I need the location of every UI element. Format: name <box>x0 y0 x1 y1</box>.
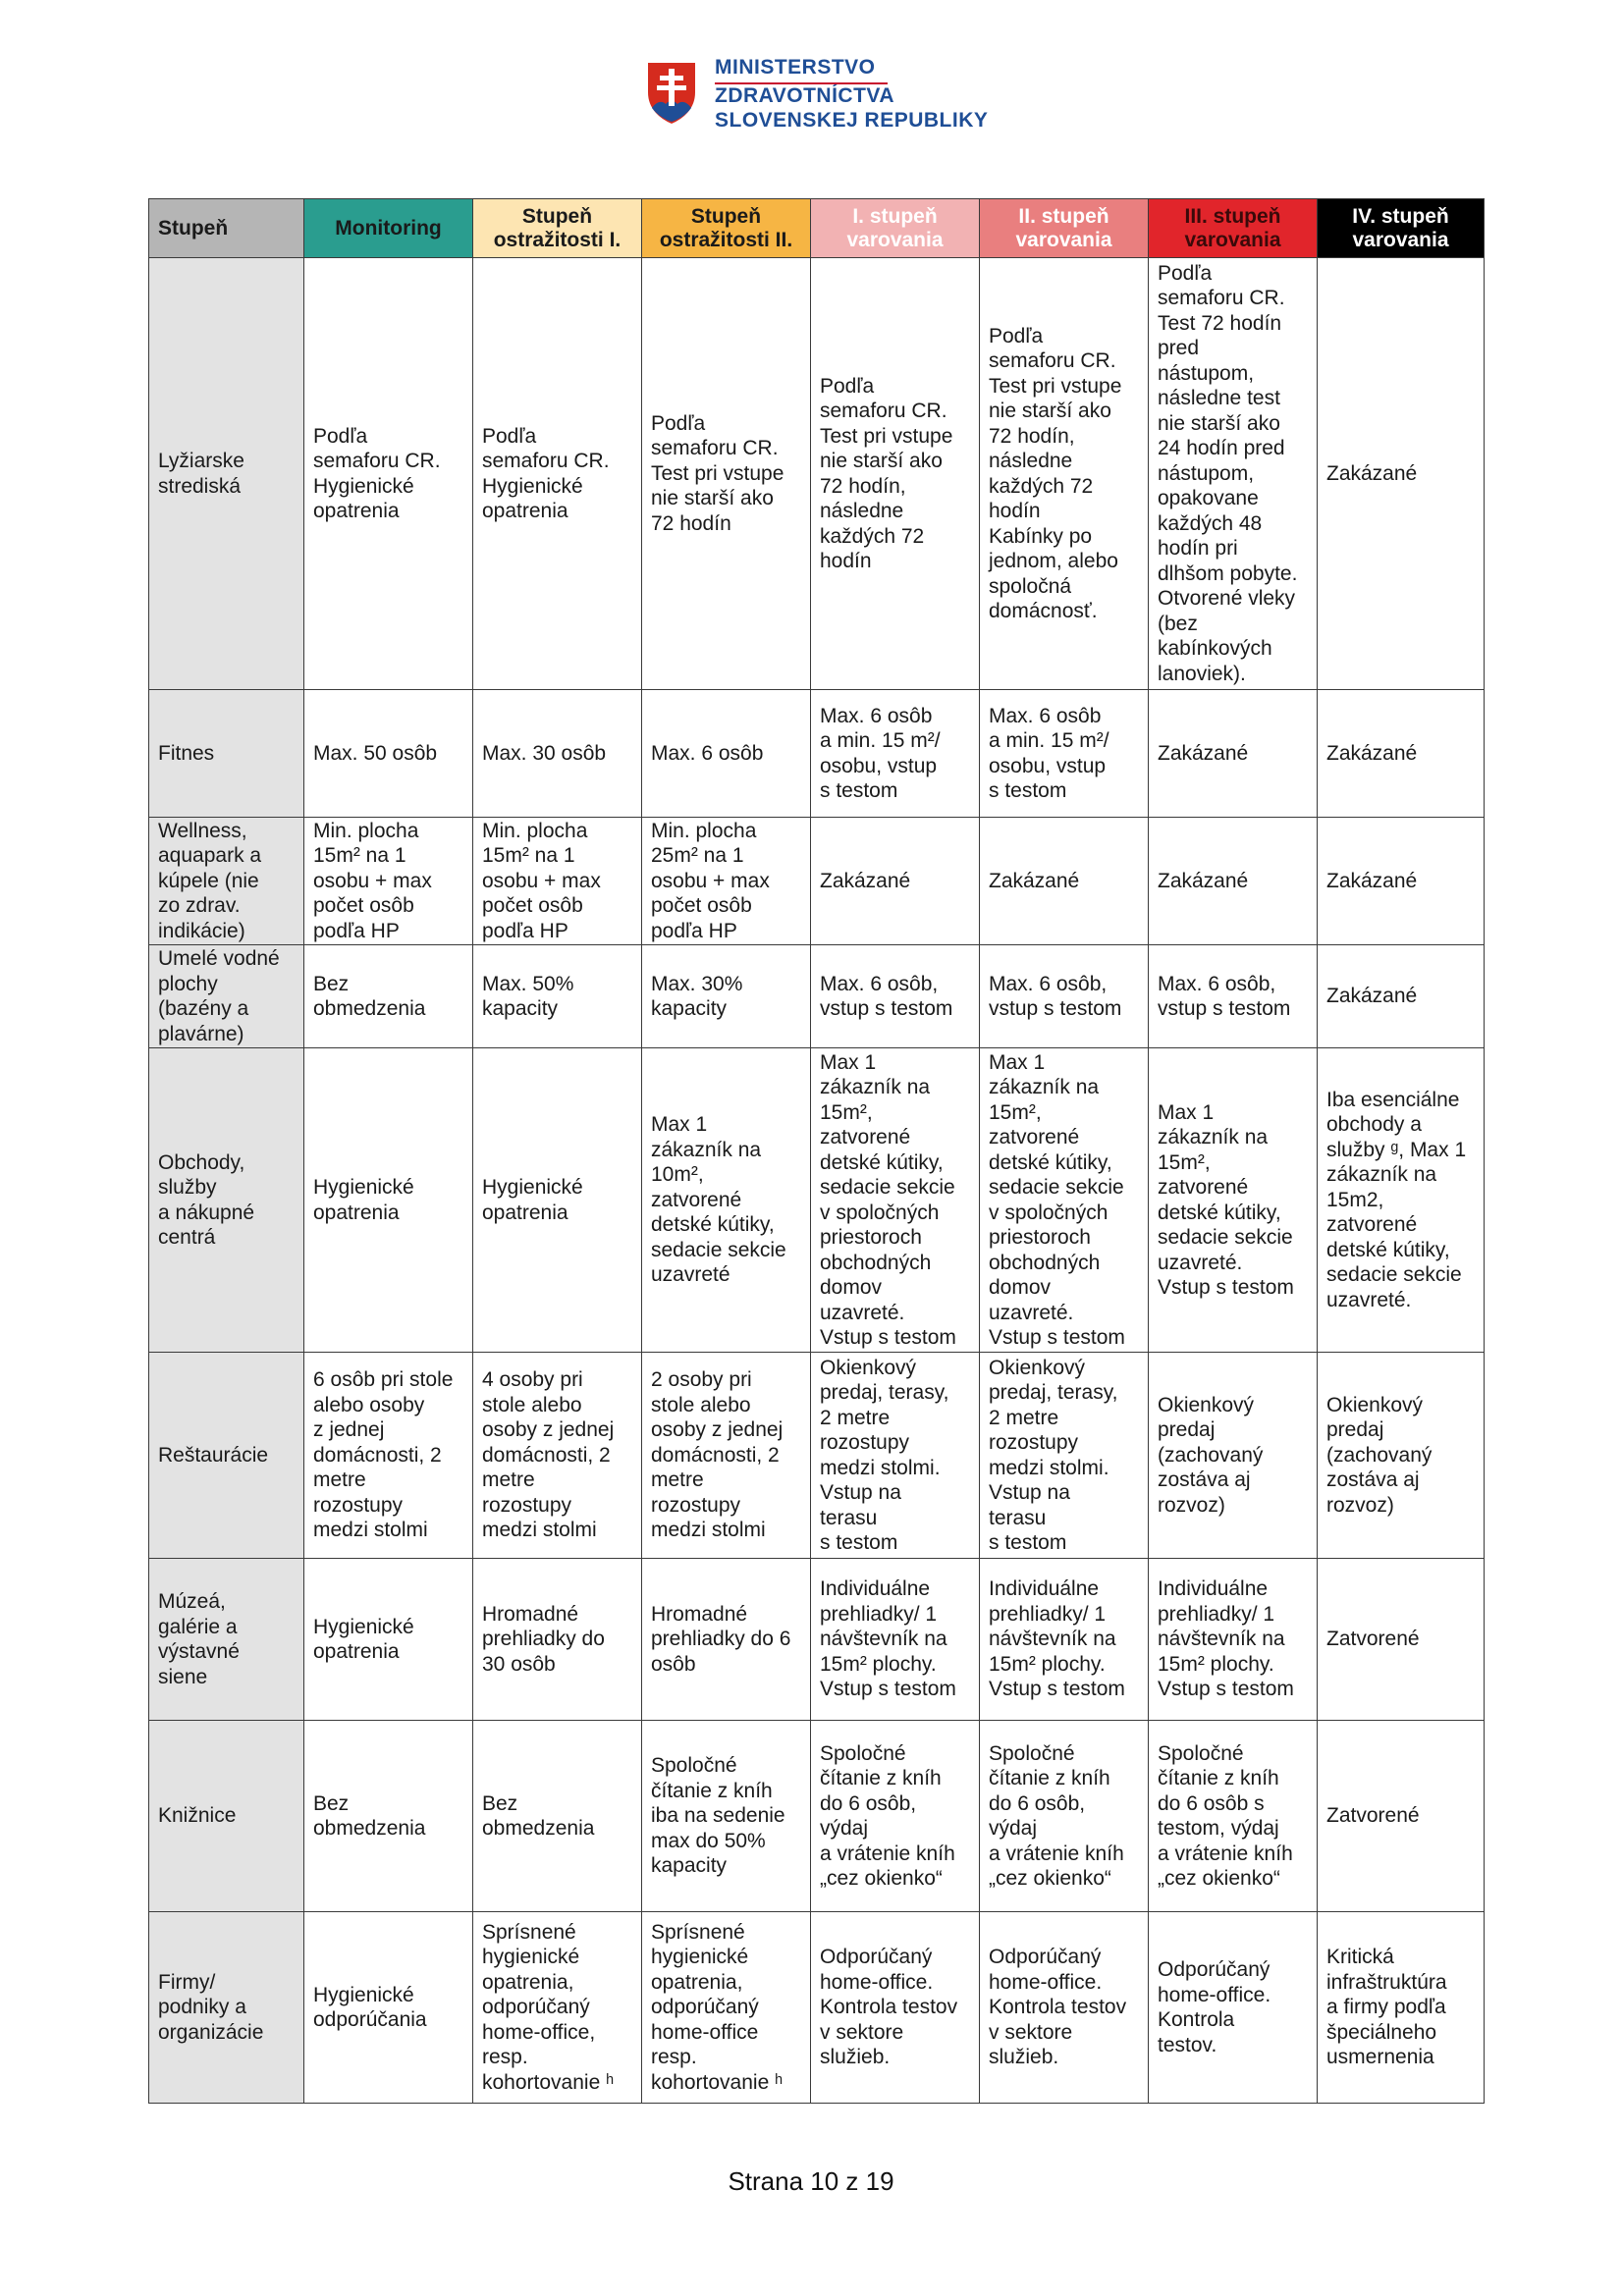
row-label: Lyžiarske strediská <box>149 258 304 690</box>
table-cell: Podľa semaforu CR. Hygienické opatrenia <box>473 258 642 690</box>
table-cell: Zakázané <box>1318 258 1485 690</box>
table-cell: 4 osoby pri stole alebo osoby z jednej domácnosti, 2 metre rozostupy medzi stolmi <box>473 1353 642 1559</box>
row-label: Fitnes <box>149 690 304 818</box>
table-cell: Max. 6 osôb, vstup s testom <box>980 945 1149 1048</box>
table-cell: Max. 6 osôb, vstup s testom <box>811 945 980 1048</box>
row-label: Reštaurácie <box>149 1353 304 1559</box>
logo-line-2: ZDRAVOTNÍCTVA <box>715 84 895 107</box>
table-cell: Spoločné čítanie z kníh do 6 osôb s testom, výdaj a vrátenie kníh „cez okienko“ <box>1149 1721 1318 1912</box>
table-cell: Podľa semaforu CR. Test pri vstupe nie starší ako 72 hodín, následne každých 72 hodín <box>811 258 980 690</box>
table-cell: Max. 6 osôb a min. 15 m²/ osobu, vstup s testom <box>980 690 1149 818</box>
table-cell: Max 1 zákazník na 10m², zatvorené detské kútiky, sedacie sekcie uzavreté <box>642 1048 811 1353</box>
table-cell: Min. plocha 15m² na 1 osobu + max počet osôb podľa HP <box>304 818 473 945</box>
logo-line-1: MINISTERSTVO <box>715 56 876 79</box>
table-row <box>149 945 1485 1048</box>
table-cell: Spoločné čítanie z kníh do 6 osôb, výdaj a vrátenie kníh „cez okienko“ <box>980 1721 1149 1912</box>
table-cell: 2 osoby pri stole alebo osoby z jednej domácnosti, 2 metre rozostupy medzi stolmi <box>642 1353 811 1559</box>
table-cell: 6 osôb pri stole alebo osoby z jednej domácnosti, 2 metre rozostupy medzi stolmi <box>304 1353 473 1559</box>
table-cell: Spoločné čítanie z kníh do 6 osôb, výdaj a vrátenie kníh „cez okienko“ <box>811 1721 980 1912</box>
header-varovanie-3: III. stupeň varovania <box>1149 199 1318 258</box>
logo-line-3: SLOVENSKEJ REPUBLIKY <box>715 109 989 132</box>
table-cell: Zakázané <box>1318 690 1485 818</box>
header-ostrazitost-1: Stupeň ostražitosti I. <box>473 199 642 258</box>
table-cell: Spoločné čítanie z kníh iba na sedenie max do 50% kapacity <box>642 1721 811 1912</box>
ministry-name <box>715 56 988 133</box>
table-row <box>149 258 1485 690</box>
header-varovanie-4: IV. stupeň varovania <box>1318 199 1485 258</box>
table-cell: Max. 50% kapacity <box>473 945 642 1048</box>
table-cell: Hromadné prehliadky do 30 osôb <box>473 1559 642 1721</box>
table-cell: Zakázané <box>980 818 1149 945</box>
table-cell: Individuálne prehliadky/ 1 návštevník na 15m² plochy. Vstup s testom <box>1149 1559 1318 1721</box>
table-cell: Max. 6 osôb, vstup s testom <box>1149 945 1318 1048</box>
table-cell: Min. plocha 15m² na 1 osobu + max počet osôb podľa HP <box>473 818 642 945</box>
table-cell: Individuálne prehliadky/ 1 návštevník na 15m² plochy. Vstup s testom <box>980 1559 1149 1721</box>
table-cell: Bez obmedzenia <box>304 945 473 1048</box>
table-cell: Max. 6 osôb <box>642 690 811 818</box>
row-label: Múzeá, galérie a výstavné siene <box>149 1559 304 1721</box>
logo-underline <box>715 82 888 84</box>
table-cell: Zakázané <box>1318 945 1485 1048</box>
table-row <box>149 1048 1485 1353</box>
table-cell: Okienkový predaj (zachovaný zostáva aj rozvoz) <box>1318 1353 1485 1559</box>
table-cell: Odporúčaný home-office. Kontrola testov v sektore služieb. <box>811 1912 980 2104</box>
row-label: Firmy/ podniky a organizácie <box>149 1912 304 2104</box>
table-cell: Hygienické opatrenia <box>304 1048 473 1353</box>
table-row <box>149 690 1485 818</box>
table-cell: Okienkový predaj (zachovaný zostáva aj rozvoz) <box>1149 1353 1318 1559</box>
table-cell: Odporúčaný home-office. Kontrola testov v sektore služieb. <box>980 1912 1149 2104</box>
table-row <box>149 818 1485 945</box>
ministry-logo <box>644 54 998 147</box>
table-cell: Okienkový predaj, terasy, 2 metre rozostupy medzi stolmi. Vstup na terasu s testom <box>980 1353 1149 1559</box>
header-row <box>149 199 1485 258</box>
table-cell: Zakázané <box>1149 690 1318 818</box>
table-cell: Hygienické opatrenia <box>304 1559 473 1721</box>
table-cell: Podľa semaforu CR. Test 72 hodín pred nástupom, následne test nie starší ako 24 hodín pred nástupom, opakovane každých 48 hodín pri dlhšom pobyte. Otvorené vleky (bez kabínkových lanoviek). <box>1149 258 1318 690</box>
table-cell: Bez obmedzenia <box>304 1721 473 1912</box>
table-cell: Zakázané <box>1149 818 1318 945</box>
table-row <box>149 1912 1485 2104</box>
table-cell: Odporúčaný home-office. Kontrola testov. <box>1149 1912 1318 2104</box>
table-cell: Individuálne prehliadky/ 1 návštevník na 15m² plochy. Vstup s testom <box>811 1559 980 1721</box>
table-cell: Max. 30% kapacity <box>642 945 811 1048</box>
row-label: Umelé vodné plochy (bazény a plavárne) <box>149 945 304 1048</box>
table-cell: Podľa semaforu CR. Test pri vstupe nie starší ako 72 hodín, následne každých 72 hodín Kabínky po jednom, alebo spoločná domácnosť. <box>980 258 1149 690</box>
table-cell: Min. plocha 25m² na 1 osobu + max počet osôb podľa HP <box>642 818 811 945</box>
table-cell: Podľa semaforu CR. Test pri vstupe nie starší ako 72 hodín <box>642 258 811 690</box>
table-cell: Zakázané <box>811 818 980 945</box>
header-varovanie-1: I. stupeň varovania <box>811 199 980 258</box>
table-cell: Zakázané <box>1318 818 1485 945</box>
table-cell: Hromadné prehliadky do 6 osôb <box>642 1559 811 1721</box>
table-cell: Podľa semaforu CR. Hygienické opatrenia <box>304 258 473 690</box>
row-label: Obchody, služby a nákupné centrá <box>149 1048 304 1353</box>
table-cell: Sprísnené hygienické opatrenia, odporúčaný home-office, resp. kohortovanie ʰ <box>473 1912 642 2104</box>
table-cell: Zatvorené <box>1318 1559 1485 1721</box>
header-ostrazitost-2: Stupeň ostražitosti II. <box>642 199 811 258</box>
table-cell: Zatvorené <box>1318 1721 1485 1912</box>
table-cell: Okienkový predaj, terasy, 2 metre rozostupy medzi stolmi. Vstup na terasu s testom <box>811 1353 980 1559</box>
table-cell: Max 1 zákazník na 15m², zatvorené detské kútiky, sedacie sekcie uzavreté. Vstup s testom <box>1149 1048 1318 1353</box>
table-cell: Iba esenciálne obchody a služby ᵍ, Max 1 zákazník na 15m2, zatvorené detské kútiky, sedacie sekcie uzavreté. <box>1318 1048 1485 1353</box>
table-row <box>149 1353 1485 1559</box>
row-label: Knižnice <box>149 1721 304 1912</box>
measures-table <box>148 198 1485 2104</box>
table-cell: Max 1 zákazník na 15m², zatvorené detské kútiky, sedacie sekcie v spoločných priestoroch obchodných domov uzavreté. Vstup s testom <box>980 1048 1149 1353</box>
table-cell: Hygienické opatrenia <box>473 1048 642 1353</box>
table-cell: Bez obmedzenia <box>473 1721 642 1912</box>
row-label: Wellness, aquapark a kúpele (nie zo zdrav. indikácie) <box>149 818 304 945</box>
header-stupen: Stupeň <box>149 199 304 258</box>
table-cell: Max. 30 osôb <box>473 690 642 818</box>
table-cell: Max. 6 osôb a min. 15 m²/ osobu, vstup s testom <box>811 690 980 818</box>
table-row <box>149 1559 1485 1721</box>
table-cell: Kritická infraštruktúra a firmy podľa špeciálneho usmernenia <box>1318 1912 1485 2104</box>
table-row <box>149 1721 1485 1912</box>
slovak-coat-of-arms-icon <box>644 59 699 128</box>
table-cell: Sprísnené hygienické opatrenia, odporúčaný home-office resp. kohortovanie ʰ <box>642 1912 811 2104</box>
table-cell: Max 1 zákazník na 15m², zatvorené detské kútiky, sedacie sekcie v spoločných priestoroch obchodných domov uzavreté. Vstup s testom <box>811 1048 980 1353</box>
page-number: Strana 10 z 19 <box>728 2166 894 2196</box>
header-monitoring: Monitoring <box>304 199 473 258</box>
table-cell: Hygienické odporúčania <box>304 1912 473 2104</box>
header-varovanie-2: II. stupeň varovania <box>980 199 1149 258</box>
table-cell: Max. 50 osôb <box>304 690 473 818</box>
